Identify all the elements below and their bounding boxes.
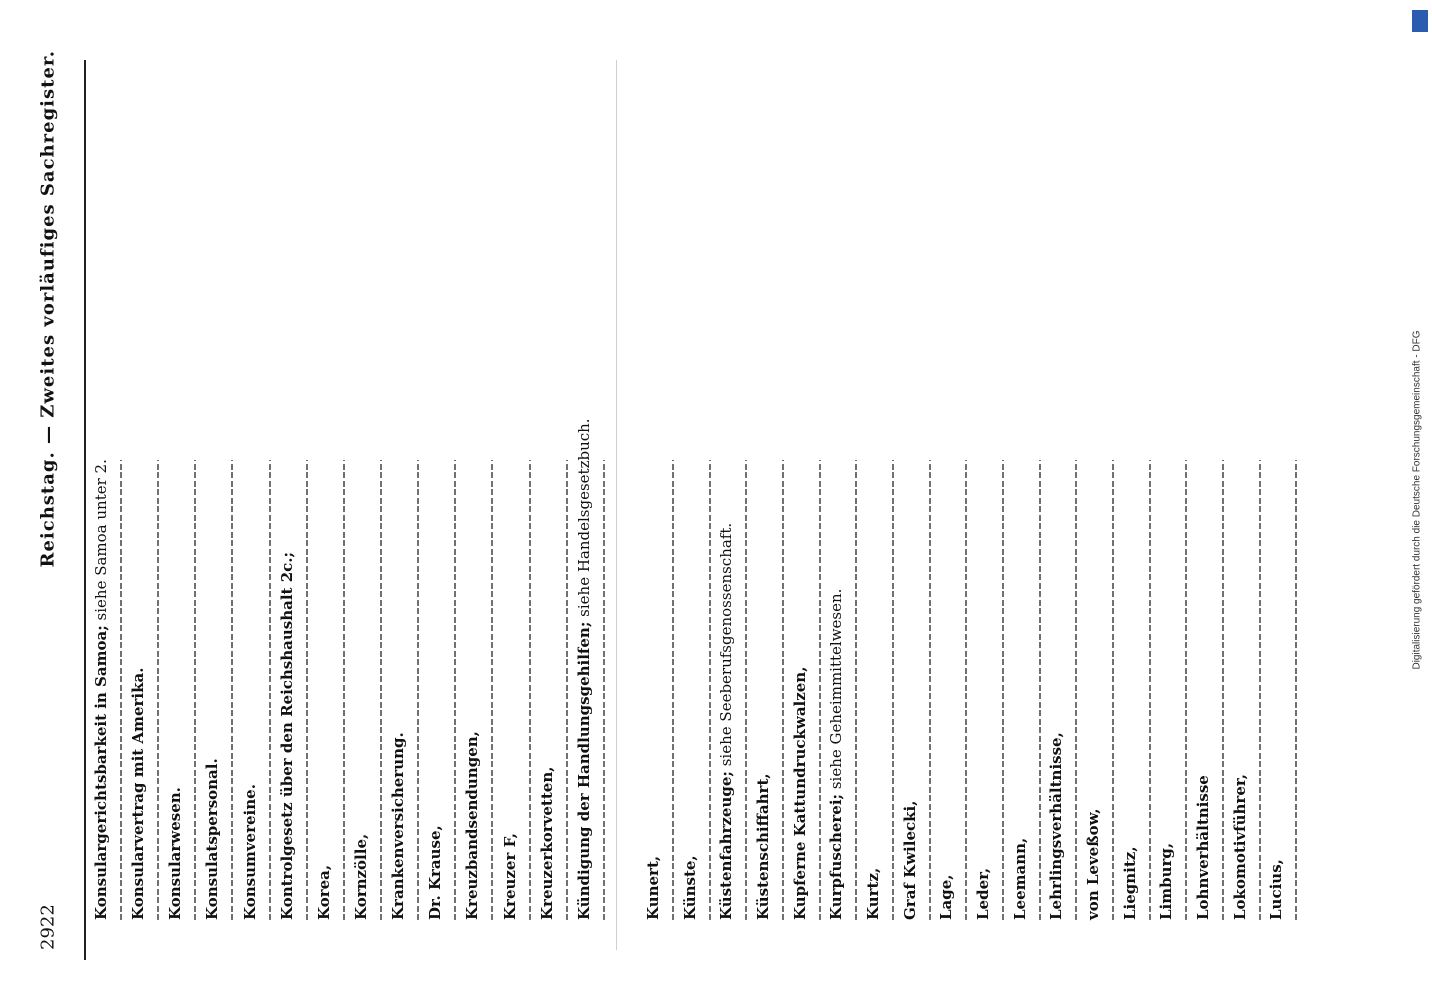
entry-heading: Lohnverhältnisse [1194,775,1212,920]
entry-heading: Graf Kwilecki, [900,800,919,920]
entry-heading: Kündigung der Handlungsgehilfen; [574,621,593,920]
entry-heading: Konsumvereine. [240,784,259,920]
index-entry [791,60,824,930]
index-entry [901,60,934,930]
entry-text: siehe Seeberufsgenossenschaft. [717,522,736,767]
index-entry [717,60,750,930]
entry-body-lines [884,140,902,920]
entry-body-lines [1031,140,1049,920]
entry-body-lines [335,140,353,920]
index-entry [389,60,422,930]
index-entry [501,60,534,930]
digitization-credit [1408,10,1426,990]
index-entry [1194,60,1227,930]
entry-body-lines [1287,140,1305,920]
entry-heading: Lage, [937,874,956,920]
entry-heading: Kurtz, [864,867,882,920]
index-entry [644,60,677,930]
entry-body-lines [847,140,865,920]
dfg-logo [1412,10,1428,32]
entry-heading: Kontrolgesetz über den Reichshaushalt 2c.; [277,551,296,920]
index-entry [1121,60,1154,930]
index-entry [166,60,199,930]
entry-heading: Künste, [680,855,699,920]
entry-heading: Küstenschiffahrt, [754,773,772,920]
entry-body-lines [409,140,427,920]
entry-body-lines [446,140,464,920]
entry-body-lines [774,140,792,920]
entry-heading: Lokomotivführer, [1230,774,1249,920]
entry-body-lines [149,140,167,920]
index-entry [1011,60,1044,930]
entry-body-lines [957,140,975,920]
entry-heading: Kunert, [644,855,662,920]
entry-heading: Leemann, [1010,837,1029,920]
entry-heading: Kreuzerkorvetten, [537,766,556,920]
credit-text: Digitalisierung gefördert durch die Deutsche Forschungsgemeinschaft - DFG [1411,330,1423,670]
page-title: Reichstag. — Zweites vorläufiges Sachregister. [37,50,59,568]
entry-body-lines [112,140,130,920]
index-entry [278,60,311,930]
entry-body-lines [558,140,576,920]
entry-body-lines [483,140,501,920]
entry-body-lines [994,140,1012,920]
entry-heading: Kreuzer F, [500,833,519,920]
index-entry [315,60,348,930]
entry-heading: Kornzölle, [352,833,370,920]
entry-body-lines [811,140,829,920]
index-entry [864,60,897,930]
index-entry [1231,60,1264,930]
entry-heading: Krankenversicherung. [389,732,408,920]
index-entry [754,60,787,930]
entry-heading: Kurpfuscherei; [827,793,846,920]
entry-heading: Kreuzbandsendungen, [463,731,482,920]
entry-heading: Konsulargerichtsbarkeit in Samoa; [92,625,110,920]
index-entry [538,60,571,930]
entry-body-lines [921,140,939,920]
page-number: 2922 [37,904,59,950]
entry-heading: Konsulatspersonal. [203,758,222,920]
index-entry [92,60,125,930]
index-entry [1047,60,1080,930]
entry-text: siehe Handelsgesetzbuch. [574,418,593,617]
index-entry [463,60,496,930]
entry-body-lines [595,140,613,920]
entry-body-lines [261,140,279,920]
index-entry [426,60,459,930]
entry-body-lines [1067,140,1085,920]
entry-body-lines [298,140,316,920]
index-column-right [640,60,1300,940]
index-entry [129,60,162,930]
index-entry [827,60,860,930]
index-column-left [88,60,608,940]
entry-body-lines [521,140,539,920]
index-entry [241,60,274,930]
running-header [18,40,78,960]
entry-heading: Küstenfahrzeuge; [717,771,736,920]
column-divider [616,60,617,950]
entry-body-lines [186,140,204,920]
entry-heading: Leder, [974,867,992,920]
index-entry [1157,60,1190,930]
entry-heading: Kupferne Kattundruckwalzen, [790,666,809,920]
entry-body-lines [1214,140,1232,920]
entry-heading: Konsularwesen. [166,787,185,920]
entry-body-lines [701,140,719,920]
entry-body-lines [1141,140,1159,920]
entry-body-lines [1104,140,1122,920]
index-entry [1084,60,1117,930]
header-rule [84,60,86,960]
entry-heading: Konsularvertrag mit Amerika. [129,667,148,920]
entry-body-lines [664,140,682,920]
index-entry [1267,60,1300,930]
index-entry [974,60,1007,930]
entry-heading: Dr. Krause, [426,825,445,920]
entry-heading: Korea, [314,864,333,920]
entry-heading: Liegnitz, [1120,846,1139,920]
entry-heading: Limburg, [1157,842,1176,920]
entry-heading: Lehrlingsverhältnisse, [1047,732,1066,920]
entry-text: siehe Geheimmittelwesen. [827,588,846,790]
index-entry [575,60,608,930]
entry-body-lines [1251,140,1269,920]
index-entry [681,60,714,930]
entry-heading: Lucius, [1267,859,1286,920]
index-entry [352,60,385,930]
entry-body-lines [1177,140,1195,920]
index-entry [937,60,970,930]
entry-text: siehe Samoa unter 2. [92,459,110,621]
entry-heading: von Leveßow, [1084,808,1102,920]
entry-body-lines [737,140,755,920]
entry-body-lines [372,140,390,920]
index-entry [203,60,236,930]
entry-body-lines [223,140,241,920]
